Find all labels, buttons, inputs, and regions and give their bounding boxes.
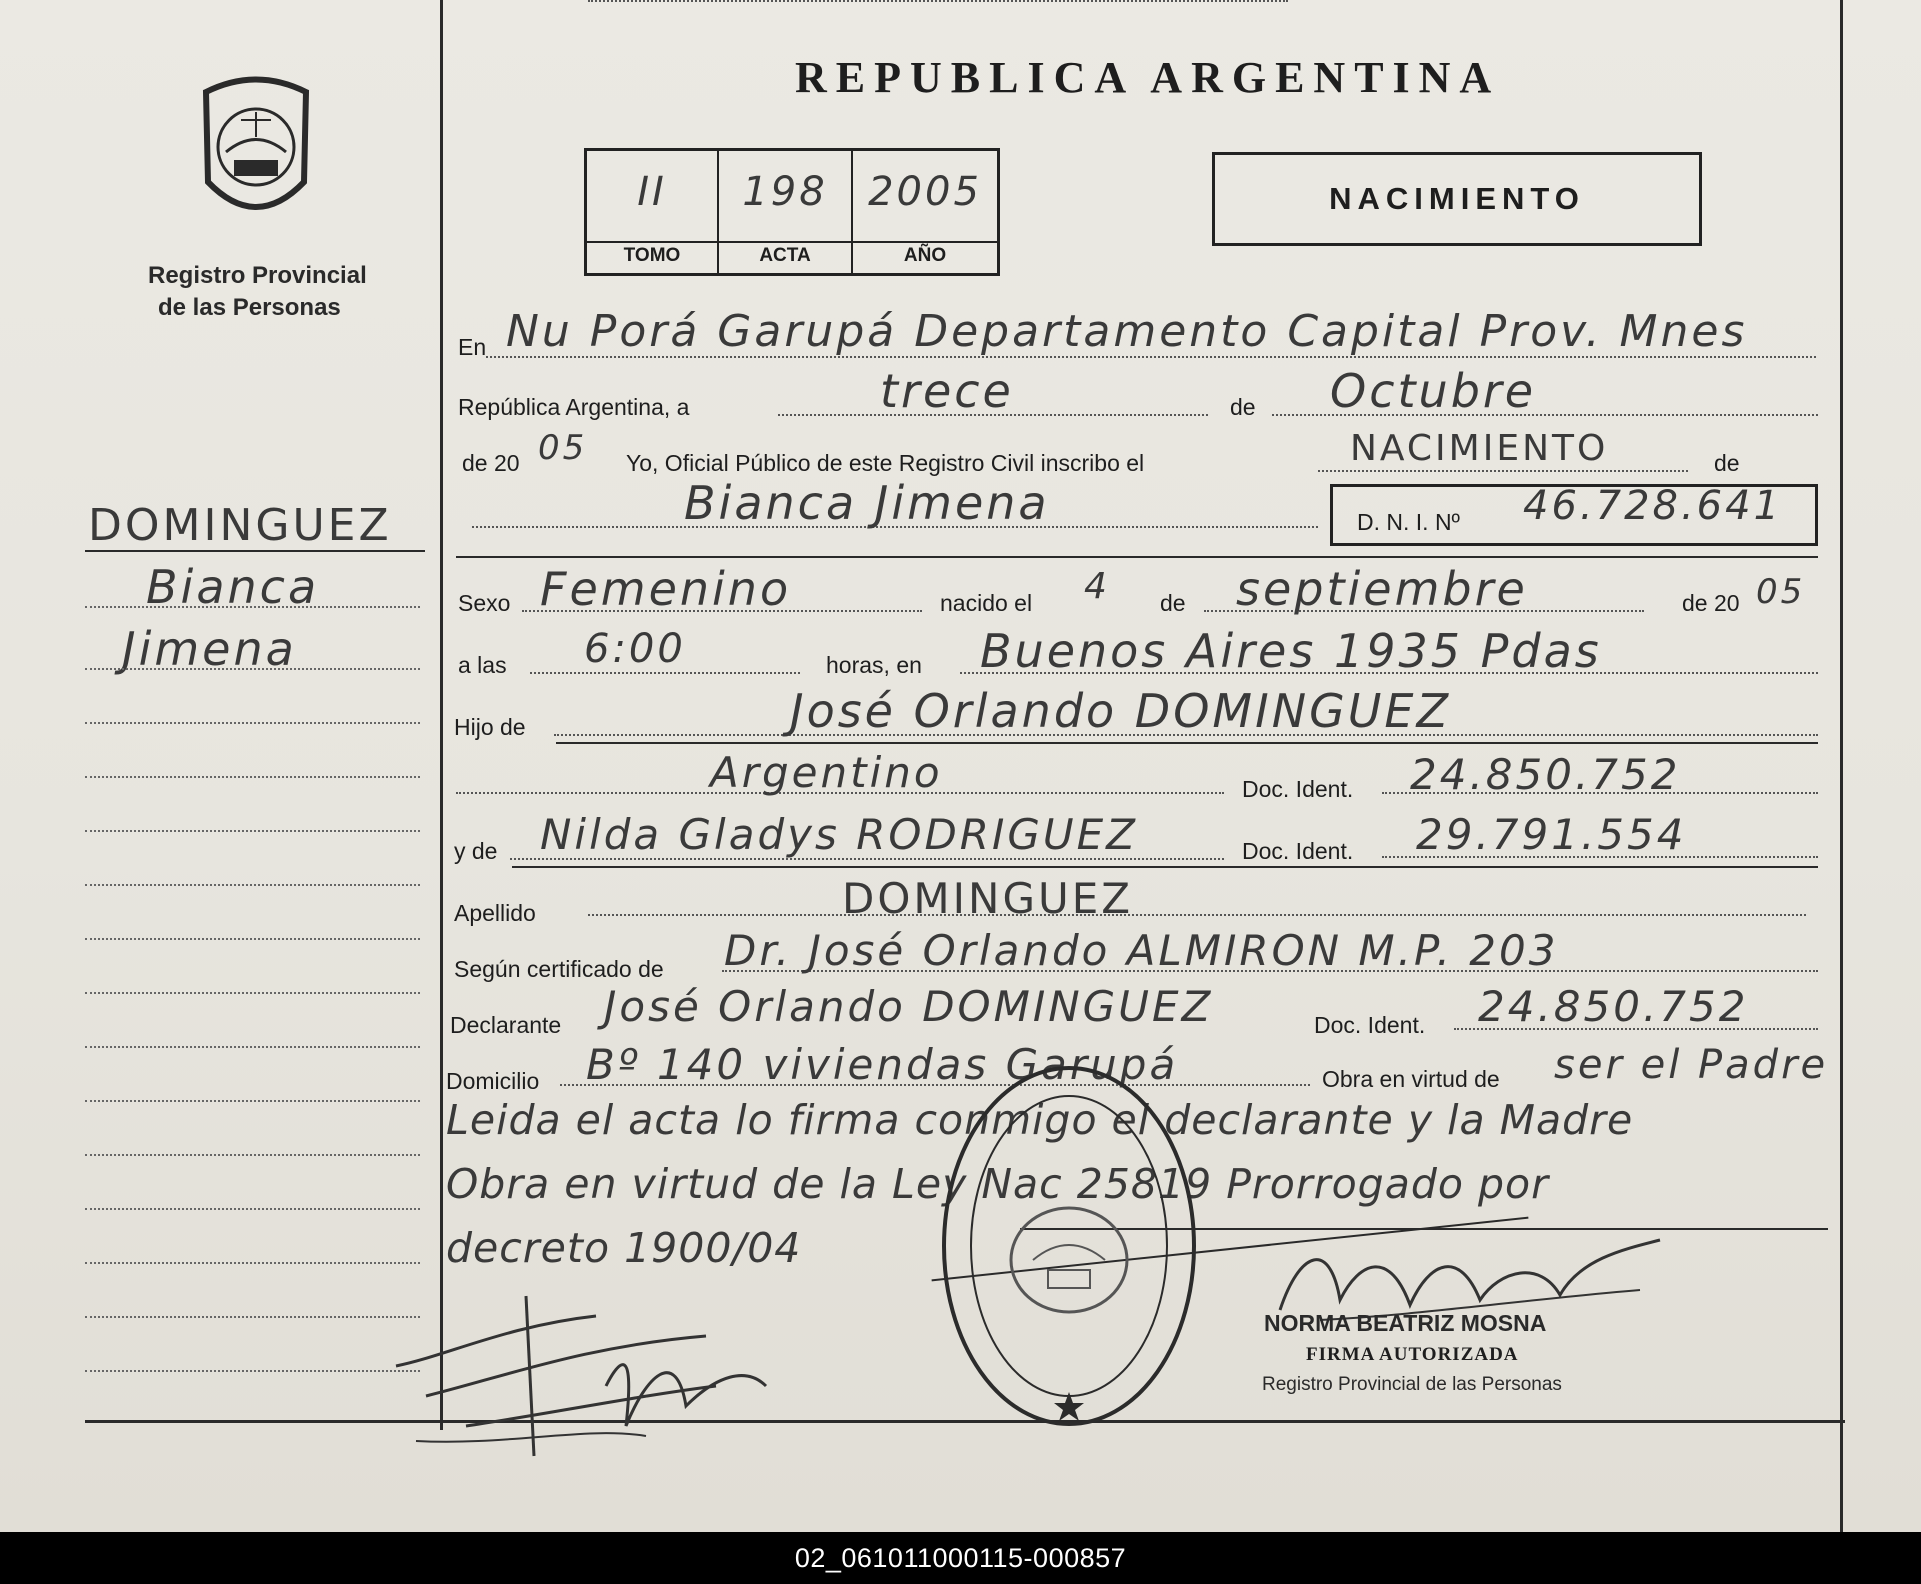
republica-label: República Argentina, a bbox=[458, 394, 690, 420]
margin-line bbox=[85, 1262, 420, 1264]
father-rule bbox=[556, 742, 1818, 744]
mother-doc-value: 29.791.554 bbox=[1416, 810, 1687, 859]
hour-value: 6:00 bbox=[584, 626, 686, 672]
ano-cell bbox=[853, 151, 997, 273]
act-type-box: NACIMIENTO bbox=[1212, 152, 1702, 246]
official-name: NORMA BEATRIZ MOSNA bbox=[1264, 1310, 1547, 1336]
father-value: José Orlando DOMINGUEZ bbox=[790, 684, 1451, 738]
domicilio-label: Domicilio bbox=[446, 1068, 540, 1094]
birth-day-value: 4 bbox=[1084, 566, 1110, 607]
dni-value: 46.728.641 bbox=[1523, 483, 1783, 529]
birth-year-prefix: de 20 bbox=[1682, 590, 1740, 616]
inscribo-line bbox=[1318, 470, 1688, 472]
inscribo-value: NACIMIENTO bbox=[1350, 428, 1609, 469]
sexo-value: Femenino bbox=[540, 562, 792, 616]
apellido-label: Apellido bbox=[454, 900, 536, 926]
de-label-2: de bbox=[1714, 450, 1740, 476]
margin-line bbox=[85, 722, 420, 724]
tomo-label: TOMO bbox=[623, 245, 681, 266]
official-stamp bbox=[938, 1060, 1200, 1432]
mother-value: Nilda Gladys RODRIGUEZ bbox=[540, 810, 1138, 859]
provincial-seal bbox=[186, 72, 326, 232]
nacido-label: nacido el bbox=[940, 590, 1033, 616]
declarante-label: Declarante bbox=[450, 1012, 562, 1038]
en-label: En bbox=[458, 334, 487, 360]
registry-name-line2: de las Personas bbox=[158, 294, 341, 321]
margin-line bbox=[85, 1208, 420, 1210]
horas-label: horas, en bbox=[826, 652, 922, 678]
year-value: 05 bbox=[538, 428, 588, 468]
image-caption: 02_061011000115-000857 bbox=[0, 1532, 1921, 1584]
alas-label: a las bbox=[458, 652, 507, 678]
acta-cell bbox=[719, 151, 853, 273]
margin-line bbox=[85, 1316, 420, 1318]
margin-line bbox=[85, 830, 420, 832]
domicilio-value: Bº 140 viviendas Garupá bbox=[586, 1040, 1179, 1089]
note-line-3: decreto 1900/04 bbox=[446, 1224, 802, 1272]
margin-surname: DOMINGUEZ bbox=[88, 500, 392, 551]
year-prefix: de 20 bbox=[462, 450, 520, 476]
margin-line bbox=[85, 606, 420, 608]
right-border bbox=[1840, 0, 1843, 1532]
person-value: Bianca Jimena bbox=[684, 476, 1050, 530]
sexo-label: Sexo bbox=[458, 590, 511, 616]
hour-line bbox=[530, 672, 800, 674]
margin-name-2: Jimena bbox=[122, 622, 297, 676]
en-value: Nu Porá Garupá Departamento Capital Prov. Mnes bbox=[506, 306, 1748, 357]
declarante-doc-label: Doc. Ident. bbox=[1314, 1012, 1426, 1038]
month-value: Octubre bbox=[1330, 364, 1537, 418]
margin-line bbox=[85, 1154, 420, 1156]
acta-value: 198 bbox=[742, 169, 828, 215]
acta-box bbox=[584, 148, 1000, 276]
mother-doc-label: Doc. Ident. bbox=[1242, 838, 1354, 864]
father-nat-value: Argentino bbox=[710, 748, 943, 797]
margin-line bbox=[85, 668, 420, 670]
place-value: Buenos Aires 1935 Pdas bbox=[980, 624, 1602, 678]
note-line-2: Obra en virtud de la Ley Nac 25819 Prorrogado por bbox=[446, 1160, 1549, 1208]
declarante-doc-value: 24.850.752 bbox=[1478, 982, 1749, 1031]
apellido-line bbox=[588, 914, 1806, 916]
yde-label: y de bbox=[454, 838, 498, 864]
certificado-value: Dr. José Orlando ALMIRON M.P. 203 bbox=[724, 926, 1559, 975]
de-label-3: de bbox=[1160, 590, 1186, 616]
margin-line bbox=[85, 938, 420, 940]
ano-value: 2005 bbox=[868, 169, 982, 215]
apellido-value: DOMINGUEZ bbox=[842, 874, 1134, 923]
declarante-line bbox=[588, 0, 1288, 2]
dni-label: D. N. I. Nº bbox=[1357, 509, 1460, 535]
margin-line bbox=[85, 1046, 420, 1048]
note-line-1: Leida el acta lo firma conmigo el declarante y la Madre bbox=[446, 1096, 1634, 1144]
tomo-cell bbox=[587, 151, 719, 273]
day-value: trece bbox=[880, 364, 1014, 418]
margin-line bbox=[85, 884, 420, 886]
tomo-value: II bbox=[637, 169, 667, 215]
birth-year-value: 05 bbox=[1756, 572, 1806, 612]
dni-box bbox=[1330, 484, 1818, 546]
father-doc-value: 24.850.752 bbox=[1410, 750, 1681, 799]
margin-line bbox=[85, 1100, 420, 1102]
official-title: FIRMA AUTORIZADA bbox=[1306, 1344, 1519, 1365]
official-registry: Registro Provincial de las Personas bbox=[1262, 1374, 1562, 1395]
hijo-label: Hijo de bbox=[454, 714, 526, 740]
certificado-label: Según certificado de bbox=[454, 956, 664, 982]
obra-value: ser el Padre bbox=[1554, 1042, 1829, 1088]
registry-name-line1: Registro Provincial bbox=[148, 262, 367, 289]
declarante-value: José Orlando DOMINGUEZ bbox=[604, 982, 1214, 1031]
parents-rule bbox=[512, 866, 1818, 868]
margin-line bbox=[85, 992, 420, 994]
inscribo-label: Yo, Oficial Público de este Registro Civil inscribo el bbox=[626, 450, 1145, 476]
father-doc-label: Doc. Ident. bbox=[1242, 776, 1354, 802]
birth-month-value: septiembre bbox=[1236, 562, 1528, 616]
page-title: REPUBLICA ARGENTINA bbox=[795, 53, 1501, 102]
ano-label: AÑO bbox=[903, 245, 947, 266]
section-rule bbox=[456, 556, 1818, 558]
de-label: de bbox=[1230, 394, 1256, 420]
margin-line bbox=[85, 776, 420, 778]
declarant-signature bbox=[386, 1276, 906, 1476]
margin-line bbox=[85, 1370, 420, 1372]
obra-label: Obra en virtud de bbox=[1322, 1066, 1500, 1092]
margin-rule bbox=[440, 0, 443, 1430]
margin-name-1: Bianca bbox=[146, 560, 320, 614]
acta-label: ACTA bbox=[759, 245, 811, 266]
